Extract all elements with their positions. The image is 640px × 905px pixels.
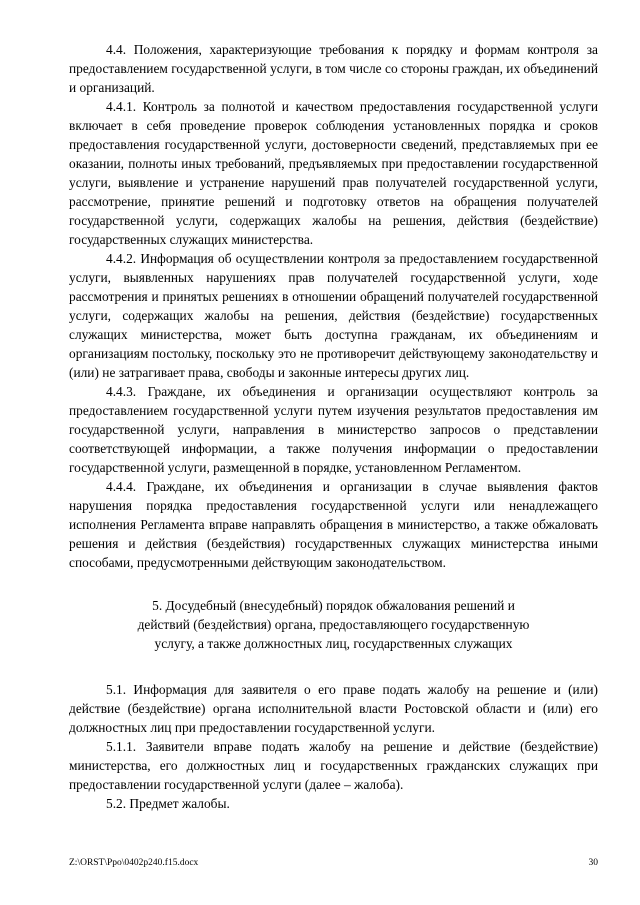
paragraph-5-1-1: 5.1.1. Заявители вправе подать жалобу на решение и действие (бездействие) министерства, его должностных лиц и государственных гражданских служащих при предоставлении государственной услуги (далее – жалоба). xyxy=(69,739,598,792)
section-heading-line-1: 5. Досудебный (внесудебный) порядок обжалования решений и xyxy=(152,598,515,613)
paragraph-5-1: 5.1. Информация для заявителя о его праве подать жалобу на решение и (или) действие (бездействие) органа исполнительной власти Ростовской области и (или) его должностных лиц при предоставлении государственной услуги. xyxy=(69,682,598,735)
section-heading-line-2: действий (бездействия) органа, предоставляющего государственную xyxy=(137,617,530,632)
page-number: 30 xyxy=(588,858,598,868)
paragraph-4-4-1: 4.4.1. Контроль за полнотой и качеством предоставления государственной услуги включает в себя проведение проверок соблюдения установленных порядка и сроков предоставления государственной услуги, достоверности сведений, представляемых при ее оказании, полноты иных требований, предъявляемых при предоставлении государственной услуги, выявление и устранение нарушений прав получателей государственной услуги, рассмотрение, принятие решений и подготовку ответов на обращения получателей государственной услуги, содержащих жалобы на решения, действия (бездействие) государственных служащих министерства. xyxy=(69,99,598,247)
paragraph-4-4-4: 4.4.4. Граждане, их объединения и организации в случае выявления фактов нарушения порядка предоставления государственной услуги или ненадлежащего исполнения Регламента вправе направлять обращения в министерство, а также обжаловать решения и действия (бездействия) государственных служащих министерства иными способами, предусмотренными действующим законодательством. xyxy=(69,479,598,570)
paragraph-4-4: 4.4. Положения, характеризующие требования к порядку и формам контроля за предоставлением государственной услуги, в том числе со стороны граждан, их объединений и организаций. xyxy=(69,42,598,95)
section-heading-line-3: услугу, а также должностных лиц, государственных служащих xyxy=(154,636,513,651)
paragraph-5-2: 5.2. Предмет жалобы. xyxy=(106,796,230,811)
page-footer xyxy=(69,856,598,870)
section-5-heading xyxy=(69,596,598,653)
document-body xyxy=(69,40,598,813)
paragraph-4-4-2: 4.4.2. Информация об осуществлении контроля за предоставлением государственной услуги, выявленных нарушениях прав получателей государственной услуги, ходе рассмотрения и принятых решениях в отношении обращений получателей государственной услуги, содержащих жалобы на решения, действия (бездействие) государственных служащих министерства, может быть доступна гражданам, их объединениям и организациям постольку, поскольку это не противоречит действующему законодательству и (или) не затрагивает права, свободы и законные интересы других лиц. xyxy=(69,251,598,380)
footer-file-path: Z:\ORST\Ppo\0402p240.f15.docx xyxy=(69,858,199,868)
paragraph-4-4-3: 4.4.3. Граждане, их объединения и организации осуществляют контроль за предоставлением государственной услуги путем изучения результатов предоставления им государственной услуги, направления в министерство запросов о представлении соответствующей информации, а также получения информации о предоставлении государственной услуги, размещенной в порядке, установленном Регламентом. xyxy=(69,384,598,475)
